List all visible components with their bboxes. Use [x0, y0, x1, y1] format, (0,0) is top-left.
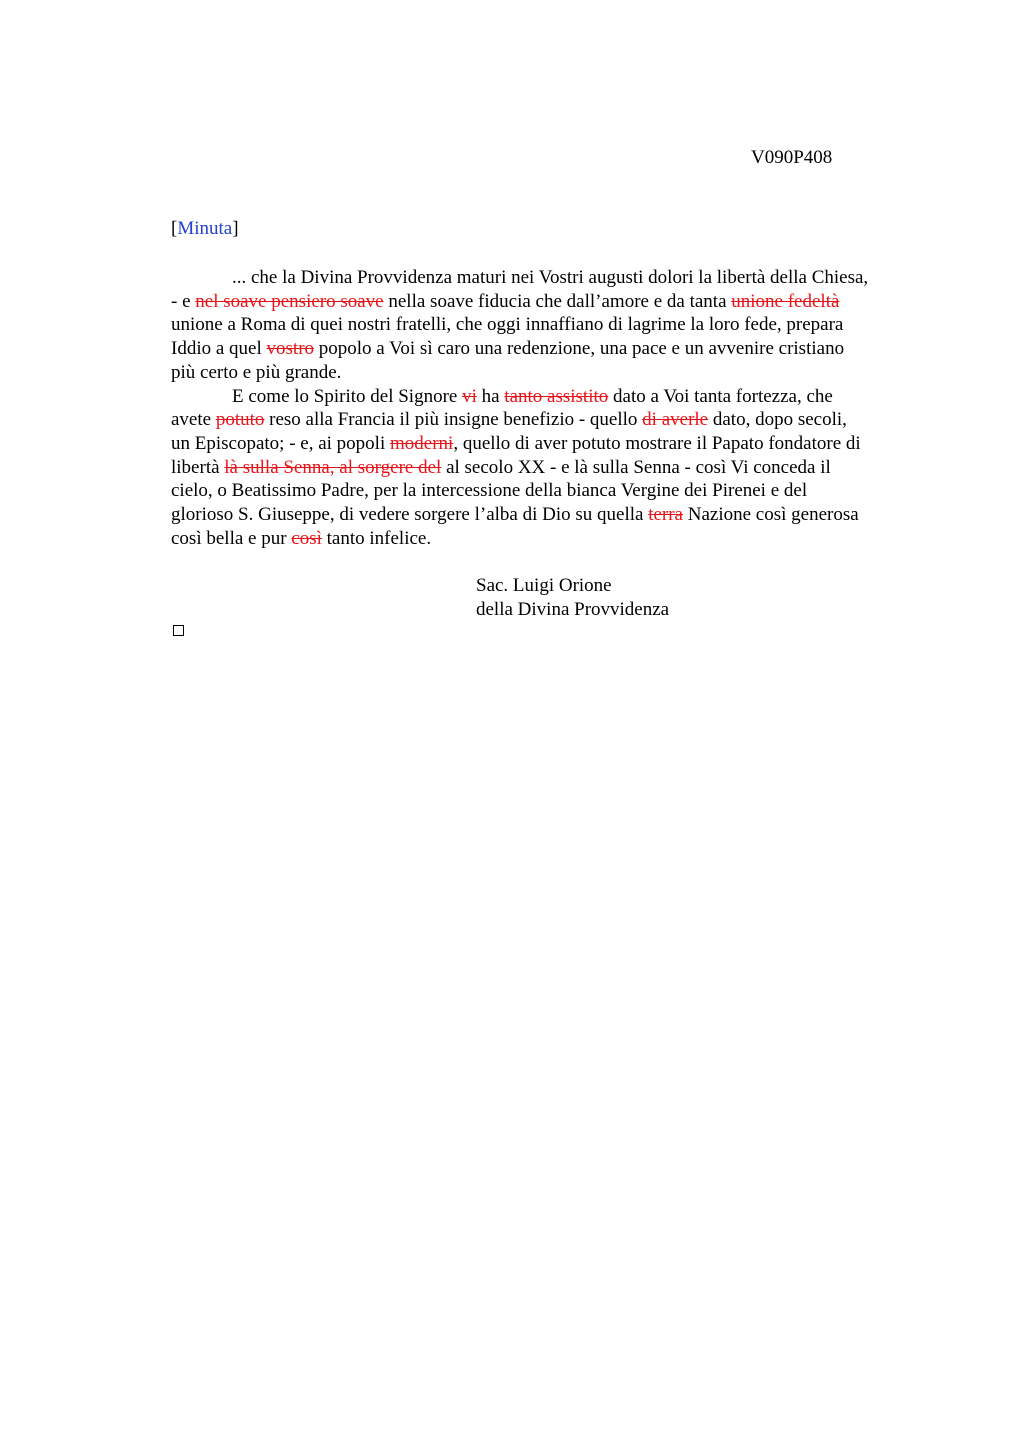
signature-block: [476, 574, 669, 622]
p2-l6-text-b: Nazione così generosa: [683, 504, 859, 526]
p2-l3-text-b: , quello di aver potuto mostrare il Papato fondatore di: [453, 432, 861, 454]
p2-l4-text-b: al secolo XX - e là sulla Senna - così Vi conceda il: [441, 456, 831, 478]
p1-l2-text-b: nella soave fiducia che dall’amore e da tanta: [383, 290, 732, 312]
heading-open-bracket: [: [171, 218, 178, 239]
deleted-text: nel soave pensiero soave: [195, 290, 384, 312]
p2-line-7: [171, 527, 941, 551]
p2-line-2: [171, 408, 941, 432]
p2-l2-text-c: dato, dopo secoli,: [708, 409, 847, 431]
paragraph-1: [171, 266, 941, 385]
heading-label: Minuta: [177, 218, 233, 239]
deleted-text: là sulla Senna, al sorgere del: [224, 456, 442, 478]
deleted-text: moderni: [389, 432, 454, 454]
p1-line-4: [171, 337, 941, 361]
p2-l4-text-a: libertà: [171, 456, 225, 478]
deleted-text: di averle: [642, 409, 709, 431]
deleted-text: unione fedeltà: [731, 290, 840, 312]
deleted-text: terra: [648, 504, 683, 526]
letter-body: [171, 266, 941, 550]
p2-l7-text-a: così bella e pur: [171, 527, 292, 549]
p2-l2-text-b: reso alla Francia il più insigne benefizio - quello: [264, 409, 643, 431]
signature-name: Sac. Luigi Orione: [476, 575, 612, 596]
paragraph-2: [171, 385, 941, 551]
p2-l5-text: cielo, o Beatissimo Padre, per la intercessione della bianca Vergine dei Pirenei e del: [171, 480, 808, 502]
p1-l1-text: ... che la Divina Provvidenza maturi nei Vostri augusti dolori la libertà della Chiesa,: [232, 267, 869, 288]
p1-l5-text: più certo e più grande.: [171, 361, 342, 383]
deleted-text: potuto: [215, 409, 265, 431]
p1-line-5: [171, 361, 941, 385]
p1-line-3: [171, 313, 941, 337]
p2-line-4: [171, 456, 941, 480]
end-of-text-box-icon: [173, 625, 184, 636]
p2-l6-text-a: glorioso S. Giuseppe, di vedere sorgere l’alba di Dio su quella: [171, 504, 649, 526]
p2-l2-text-a: avete: [171, 409, 216, 431]
p1-line-1: [171, 266, 941, 290]
p2-line-6: [171, 503, 941, 527]
signature-title: della Divina Provvidenza: [476, 599, 670, 620]
deleted-text: vi: [462, 385, 477, 407]
p1-line-2: [171, 290, 941, 314]
p1-l4-text-a: Iddio a quel: [171, 338, 267, 360]
p1-l2-text-a: - e: [171, 290, 196, 312]
page-id: V090P408: [751, 147, 833, 168]
heading-close-bracket: ]: [232, 218, 239, 239]
p2-line-3: [171, 432, 941, 456]
p2-l7-text-b: tanto infelice.: [321, 527, 432, 549]
p2-l1-text-c: dato a Voi tanta fortezza, che: [608, 385, 833, 407]
p2-l1-text-b: ha: [476, 385, 505, 407]
document-heading: [171, 217, 239, 241]
deleted-text: vostro: [266, 338, 315, 360]
deleted-text: tanto assistito: [504, 385, 609, 407]
p2-l3-text-a: un Episcopato; - e, ai popoli: [171, 432, 390, 454]
p1-l4-text-b: popolo a Voi sì caro una redenzione, una pace e un avvenire cristiano: [314, 338, 845, 360]
p2-line-1: [171, 385, 941, 409]
p2-line-5: [171, 479, 941, 503]
deleted-text: così: [291, 527, 322, 549]
p2-l1-text-a: E come lo Spirito del Signore: [232, 385, 463, 407]
p1-l3-text: unione a Roma di quei nostri fratelli, che oggi innaffiano di lagrime la loro fede, prepara: [171, 314, 844, 336]
